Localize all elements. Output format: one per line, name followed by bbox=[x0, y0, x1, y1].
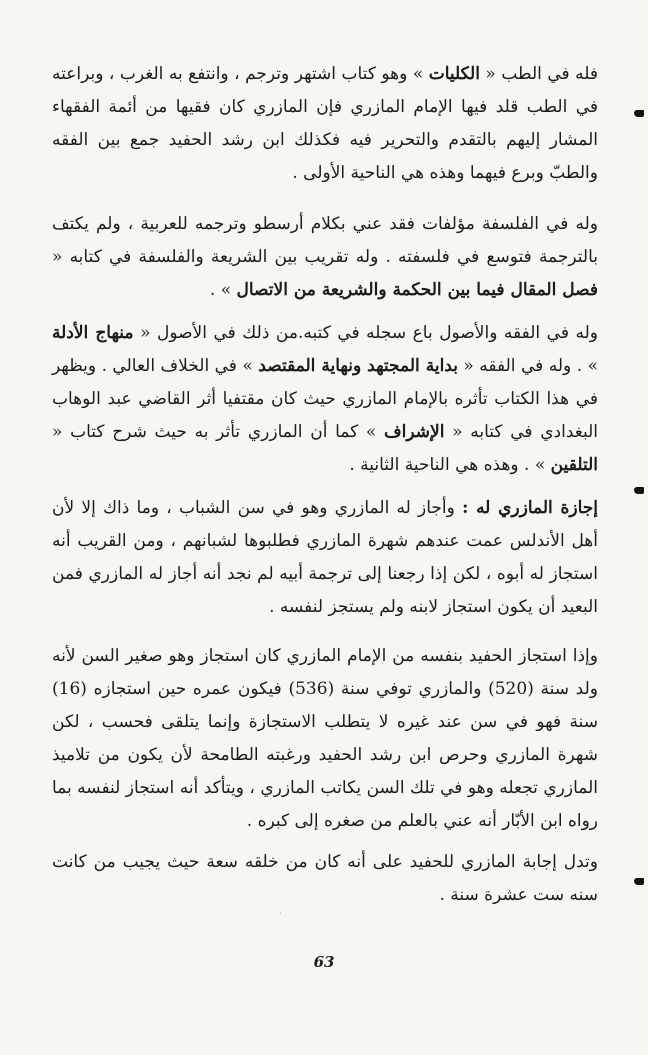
paragraph bbox=[52, 317, 598, 482]
scan-speck: · bbox=[279, 909, 282, 918]
body-text: فله في الطب « bbox=[479, 64, 598, 84]
margin-ink-mark bbox=[634, 878, 644, 885]
body-text: » في الخلاف العالي . ويظهر في هذا الكتاب تأثره بالإمام المازري حيث كان مقتفيا أثر القاضي عبد الوهاب البغدادي في كتابه « bbox=[52, 356, 598, 442]
paragraph-text bbox=[52, 492, 598, 624]
bold-title-text: فصل المقال فيما بين الحكمة والشريعة من الاتصال bbox=[236, 280, 598, 300]
paragraph bbox=[52, 640, 598, 838]
bold-title-text: التلقين bbox=[550, 455, 598, 475]
bold-title-text: الإشراف bbox=[384, 422, 445, 442]
paragraph-text bbox=[52, 58, 598, 190]
paragraph bbox=[52, 208, 598, 307]
bold-title-text: الكليات bbox=[428, 64, 480, 84]
margin-ink-mark bbox=[634, 110, 644, 117]
body-text: وله في الفلسفة مؤلفات فقد عني بكلام أرسطو وترجمه للعربية ، ولم يكتف بالترجمة فتوسع في فلسفته . وله تقريب بين الشريعة والفلسفة في كتابه « bbox=[52, 214, 598, 267]
body-text: وأجاز له المازري وهو في سن الشباب ، وما ذاك إلا لأن أهل الأندلس عمت عندهم شهرة المازري فطلبوها لشبانهم ، ومن القريب أنه استجاز له أبوه ، لكن إذا رجعنا إلى ترجمة أبيه لم نجد أنه أجاز له المازري فمن البعيد أن يكون استجاز لابنه ولم يستجز لنفسه . bbox=[52, 498, 598, 617]
body-text: » وهو كتاب اشتهر وترجم ، وانتفع به الغرب ، وبراعته في الطب قلد فيها الإمام المازري فإن المازري كان فقيها من أئمة الفقهاء المشار إليهم بالتقدم والتحرير فيه فكذلك ابن رشد الحفيد جمع بين الفقه والطبّ وبرع فيهما وهذه هي الناحية الأولى . bbox=[52, 64, 598, 183]
body-text: وتدل إجابة المازري للحفيد على أنه كان من خلقه سعة حيث يجيب من كانت سنه ست عشرة سنة . bbox=[52, 852, 598, 905]
paragraph bbox=[52, 846, 598, 912]
page-number: 63 bbox=[313, 953, 335, 971]
paragraph-text bbox=[52, 317, 598, 482]
bold-title-text: بداية المجتهد ونهاية المقتصد bbox=[258, 356, 458, 376]
paragraph bbox=[52, 58, 598, 190]
paragraph-text bbox=[52, 208, 598, 307]
body-text: » كما أن المازري تأثر به حيث شرح كتاب « bbox=[52, 422, 385, 442]
body-text: وإذا استجاز الحفيد بنفسه من الإمام المازري كان استجاز وهو صغير السن لأنه ولد سنة (520) والمازري توفي سنة (536) فيكون عمره حين استجازه (16) سنة فهو في سن عند غيره لا يتطلب الاستجازة وإنما يتلقى فحسب ، لكن شهرة المازري وحرص ابن رشد الحفيد ورغبته الطامحة لأن يكون من تلاميذ المازري تجعله وهو في تلك السن يكاتب المازري ، ويتأكد أنه استجاز لنفسه بما رواه ابن الأبّار أنه عني بالعلم من صغره إلى كبره . bbox=[52, 646, 598, 831]
paragraph-text bbox=[52, 640, 598, 838]
body-text: » . وهذه هي الناحية الثانية . bbox=[349, 455, 551, 475]
bold-title-text: منهاج الأدلة bbox=[52, 323, 134, 343]
body-text: » . bbox=[209, 280, 237, 300]
body-text: وله في الفقه والأصول باع سجله في كتبه.من ذلك في الأصول « bbox=[133, 323, 598, 343]
paragraph bbox=[52, 492, 598, 624]
body-text: » . وله في الفقه « bbox=[457, 356, 598, 376]
margin-ink-mark bbox=[634, 487, 644, 494]
bold-title-text: إجازة المازري له : bbox=[462, 498, 598, 518]
paragraph-text bbox=[52, 846, 598, 912]
